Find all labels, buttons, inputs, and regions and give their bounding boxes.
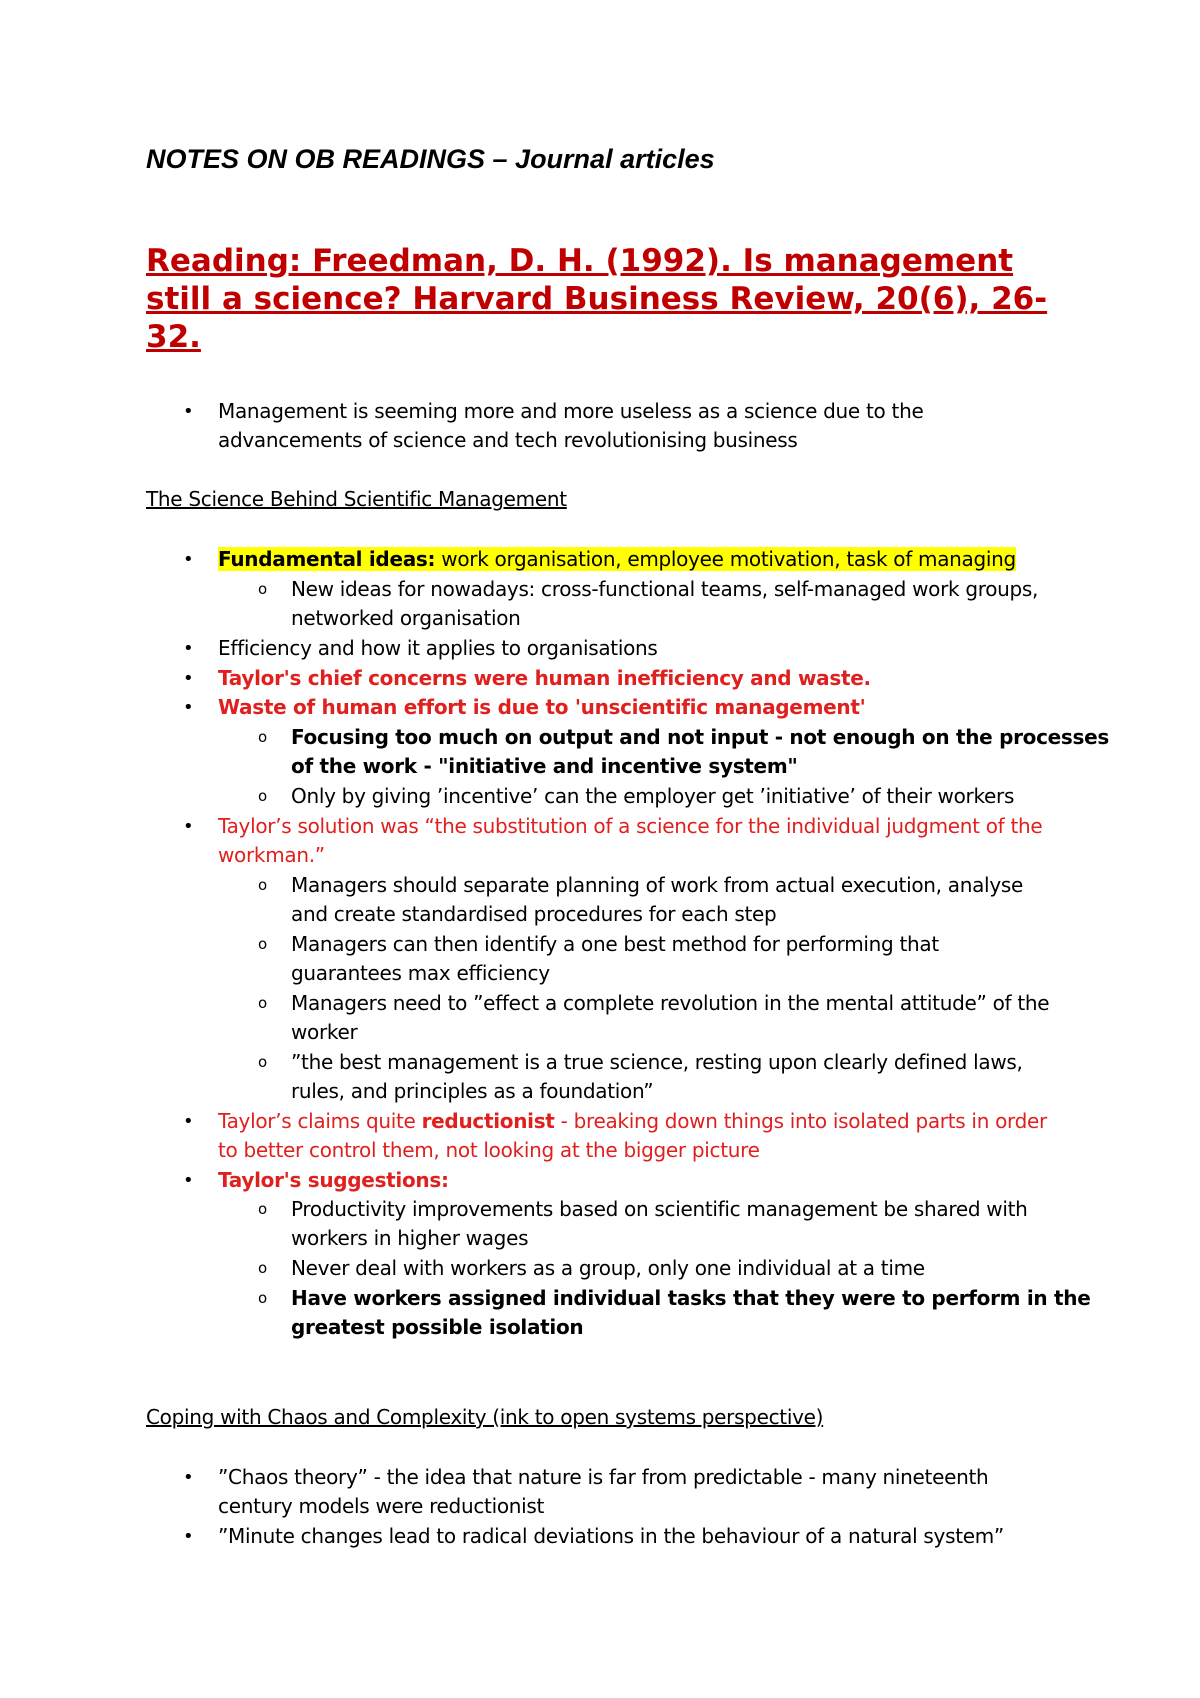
bullet-glyph: • — [183, 1111, 194, 1132]
bullet-glyph: • — [183, 816, 194, 837]
bullet-glyph: • — [183, 668, 194, 689]
new-ideas-line-1: New ideas for nowadays: cross-functional teams, self-managed work groups, — [291, 577, 1039, 601]
subbullet-glyph: o — [258, 1259, 268, 1277]
incentive-line: Only by giving ’incentive’ can the employer get ’initiative’ of their workers — [291, 784, 1015, 808]
fundamental-ideas-highlight — [218, 547, 1016, 571]
fundamental-ideas-label: Fundamental ideas: — [218, 547, 436, 571]
subbullet-glyph: o — [258, 1200, 268, 1218]
document-title: NOTES ON OB READINGS – Journal articles — [146, 144, 715, 174]
isolation-line-2: greatest possible isolation — [291, 1315, 584, 1339]
subbullet-glyph: o — [258, 994, 268, 1012]
productivity-line-2: workers in higher wages — [291, 1226, 529, 1250]
intro-text-line-1: Management is seeming more and more useless as a science due to the — [218, 399, 924, 423]
chaos-line-2: century models were reductionist — [218, 1494, 545, 1518]
bullet-glyph: • — [183, 1526, 194, 1547]
suggestions-line: Taylor's suggestions: — [218, 1168, 449, 1192]
section-heading-scientific-management: The Science Behind Scientific Management — [146, 487, 567, 511]
bullet-glyph: • — [183, 697, 194, 718]
claims-line-1 — [218, 1107, 1047, 1136]
subbullet-glyph: o — [258, 580, 268, 598]
intro-text-line-2: advancements of science and tech revolutionising business — [218, 428, 798, 452]
subbullet-glyph: o — [258, 787, 268, 805]
identify-line-1: Managers can then identify a one best method for performing that — [291, 932, 939, 956]
focusing-line-1: Focusing too much on output and not input - not enough on the processes — [291, 725, 1109, 749]
bullet-glyph: • — [183, 638, 194, 659]
bullet-glyph: • — [183, 401, 194, 422]
identify-line-2: guarantees max efficiency — [291, 961, 550, 985]
minute-changes-line: ”Minute changes lead to radical deviations in the behaviour of a natural system” — [218, 1524, 1004, 1548]
reading-title: Reading: Freedman, D. H. (1992). Is management still a science? Harvard Business Review, 20(6), 26-32. — [146, 243, 1048, 355]
separate-line-1: Managers should separate planning of work from actual execution, analyse — [291, 873, 1023, 897]
claims-text-a: Taylor’s claims quite — [218, 1109, 422, 1133]
bullet-glyph: • — [183, 549, 194, 570]
subbullet-glyph: o — [258, 1289, 268, 1307]
revolution-line-2: worker — [291, 1020, 358, 1044]
section-heading-chaos-complexity: Coping with Chaos and Complexity (ink to open systems perspective) — [146, 1405, 824, 1429]
subbullet-glyph: o — [258, 876, 268, 894]
productivity-line-1: Productivity improvements based on scientific management be shared with — [291, 1197, 1028, 1221]
subbullet-glyph: o — [258, 935, 268, 953]
separate-line-2: and create standardised procedures for each step — [291, 902, 777, 926]
isolation-line-1: Have workers assigned individual tasks that they were to perform in the — [291, 1286, 1091, 1310]
subbullet-glyph: o — [258, 728, 268, 746]
focusing-line-2: of the work - "initiative and incentive system" — [291, 754, 798, 778]
bullet-glyph: • — [183, 1467, 194, 1488]
solution-line-2: workman.” — [218, 843, 325, 867]
new-ideas-line-2: networked organisation — [291, 606, 521, 630]
claims-text-c: - breaking down things into isolated parts in order — [554, 1109, 1047, 1133]
taylor-concerns-line: Taylor's chief concerns were human inefficiency and waste. — [218, 666, 871, 690]
best-management-line-1: ”the best management is a true science, resting upon clearly defined laws, — [291, 1050, 1023, 1074]
revolution-line-1: Managers need to ”effect a complete revolution in the mental attitude” of the — [291, 991, 1050, 1015]
efficiency-line: Efficiency and how it applies to organisations — [218, 636, 658, 660]
subbullet-glyph: o — [258, 1053, 268, 1071]
chaos-line-1: ”Chaos theory” - the idea that nature is far from predictable - many nineteenth — [218, 1465, 989, 1489]
fundamental-ideas-text: work organisation, employee motivation, task of managing — [435, 547, 1016, 571]
solution-line-1: Taylor’s solution was “the substitution of a science for the individual judgment of the — [218, 814, 1043, 838]
claims-reductionist: reductionist — [421, 1109, 555, 1133]
fundamental-ideas-line — [218, 545, 1016, 574]
waste-line: Waste of human effort is due to 'unscientific management' — [218, 695, 866, 719]
claims-line-2: to better control them, not looking at the bigger picture — [218, 1138, 760, 1162]
bullet-glyph: • — [183, 1170, 194, 1191]
never-line: Never deal with workers as a group, only one individual at a time — [291, 1256, 925, 1280]
best-management-line-2: rules, and principles as a foundation” — [291, 1079, 654, 1103]
